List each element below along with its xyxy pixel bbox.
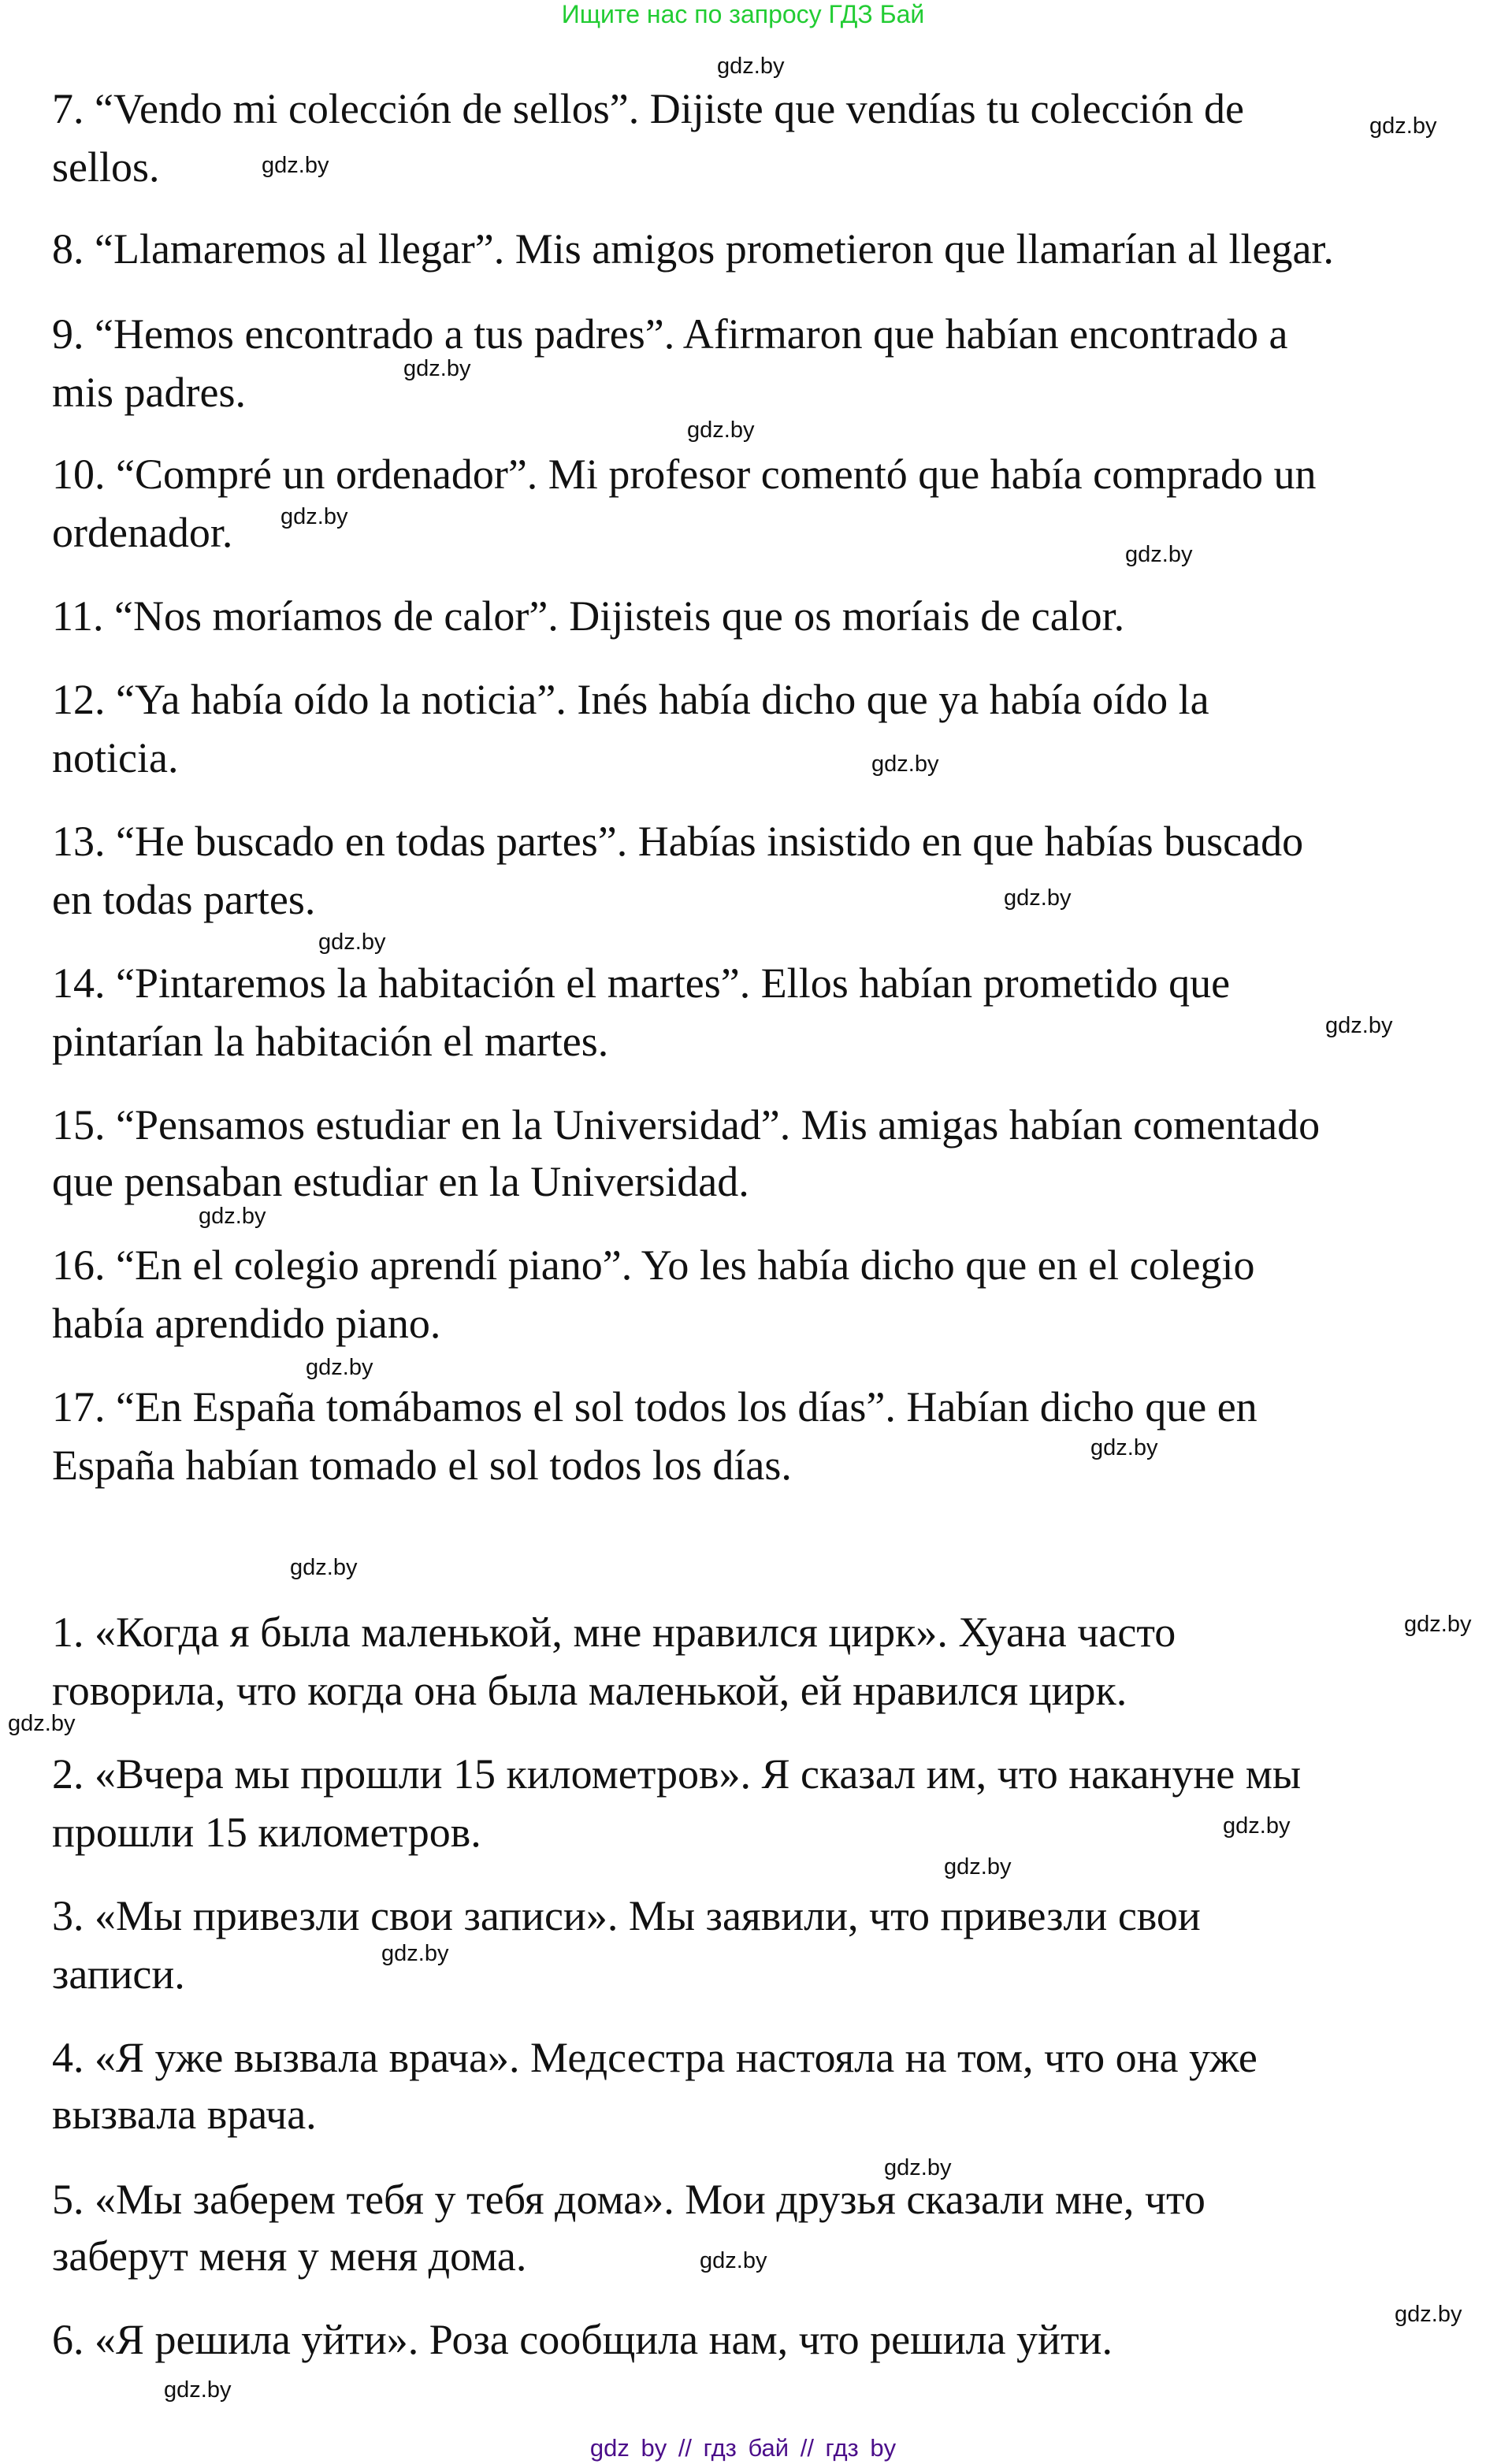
watermark-text: gdz.by (306, 1355, 373, 1380)
spanish-item-line: 8. “Llamaremos al llegar”. Mis amigos prometieron que llamarían al llegar. (52, 225, 1334, 273)
watermark-text: gdz.by (1369, 113, 1437, 139)
spanish-item-line: noticia. (52, 734, 179, 781)
watermark-text: gdz.by (1090, 1435, 1158, 1460)
watermark-text: gdz.by (1125, 542, 1193, 567)
watermark-text: gdz.by (318, 930, 386, 955)
watermark-text: gdz.by (717, 54, 785, 79)
spanish-item-line: pintarían la habitación el martes. (52, 1018, 609, 1065)
watermark-text: gdz.by (8, 1711, 76, 1736)
watermark-text: gdz.by (1395, 2302, 1462, 2327)
spanish-item-line: 12. “Ya había oído la noticia”. Inés había dicho que ya había oído la (52, 676, 1209, 723)
watermark-text: gdz.by (871, 751, 939, 777)
spanish-item-line: 15. “Pensamos estudiar en la Universidad”. Mis amigas habían comentado (52, 1101, 1321, 1149)
russian-item-line: 3. «Мы привезли свои записи». Мы заявили, что привезли свои (52, 1892, 1201, 1939)
spanish-item-line: España habían tomado el sol todos los días. (52, 1442, 792, 1489)
spanish-item-line: 13. “He buscado en todas partes”. Habías insistido en que habías buscado (52, 818, 1304, 865)
russian-item-line: 4. «Я уже вызвала врача». Медсестра настояла на том, что она уже (52, 2034, 1258, 2081)
russian-item-line: вызвала врача. (52, 2091, 317, 2138)
russian-item-line: записи. (52, 1950, 185, 1998)
watermark-text: gdz.by (1325, 1013, 1393, 1038)
spanish-item-line: sellos. (52, 143, 160, 191)
watermark-text: gdz.by (199, 1204, 266, 1229)
watermark-text: gdz.by (884, 2155, 952, 2180)
spanish-item-line: 14. “Pintaremos la habitación el martes”. Ellos habían prometido que (52, 959, 1231, 1007)
spanish-item-line: 10. “Compré un ordenador”. Mi profesor comentó que había comprado un (52, 451, 1317, 498)
spanish-item-line: en todas partes. (52, 876, 316, 923)
russian-item-line: 5. «Мы заберем тебя у тебя дома». Мои друзья сказали мне, что (52, 2176, 1206, 2223)
watermark-text: gdz.by (1404, 1612, 1472, 1637)
spanish-item-line: 16. “En el colegio aprendí piano”. Yo les había dicho que en el colegio (52, 1241, 1255, 1289)
spanish-item-line: había aprendido piano. (52, 1300, 441, 1347)
spanish-item-line: 11. “Nos moríamos de calor”. Dijisteis que os moríais de calor. (52, 592, 1125, 640)
footer-links: gdz by // гдз бай // гдз by (589, 2434, 897, 2462)
watermark-text: gdz.by (381, 1941, 449, 1966)
watermark-text: gdz.by (944, 1854, 1012, 1880)
russian-item-line: прошли 15 километров. (52, 1809, 481, 1856)
header-banner: Ищите нас по запросу ГДЗ Бай (561, 0, 925, 28)
watermark-text: gdz.by (290, 1555, 358, 1580)
spanish-item-line: 17. “En España tomábamos el sol todos los días”. Habían dicho que en (52, 1383, 1258, 1431)
russian-item-line: 1. «Когда я была маленькой, мне нравился цирк». Хуана часто (52, 1609, 1176, 1656)
spanish-item-line: que pensaban estudiar en la Universidad. (52, 1158, 749, 1205)
watermark-text: gdz.by (687, 417, 755, 443)
russian-item-line: говорила, что когда она была маленькой, ей нравился цирк. (52, 1667, 1128, 1714)
spanish-item-line: 7. “Vendo mi colección de sellos”. Dijiste que vendías tu colección de (52, 85, 1245, 132)
watermark-text: gdz.by (262, 153, 329, 178)
watermark-text: gdz.by (700, 2248, 767, 2273)
russian-item-line: 2. «Вчера мы прошли 15 километров». Я сказал им, что накануне мы (52, 1750, 1302, 1798)
russian-item-line: 6. «Я решила уйти». Роза сообщила нам, что решила уйти. (52, 2316, 1113, 2363)
watermark-text: gdz.by (1223, 1813, 1291, 1839)
spanish-item-line: 9. “Hemos encontrado a tus padres”. Afirmaron que habían encontrado a (52, 310, 1288, 358)
watermark-text: gdz.by (164, 2377, 232, 2403)
watermark-text: gdz.by (403, 356, 471, 381)
watermark-text: gdz.by (280, 504, 348, 529)
watermark-text: gdz.by (1004, 885, 1072, 911)
spanish-item-line: ordenador. (52, 509, 233, 556)
russian-item-line: заберут меня у меня дома. (52, 2232, 527, 2280)
spanish-item-line: mis padres. (52, 369, 246, 416)
